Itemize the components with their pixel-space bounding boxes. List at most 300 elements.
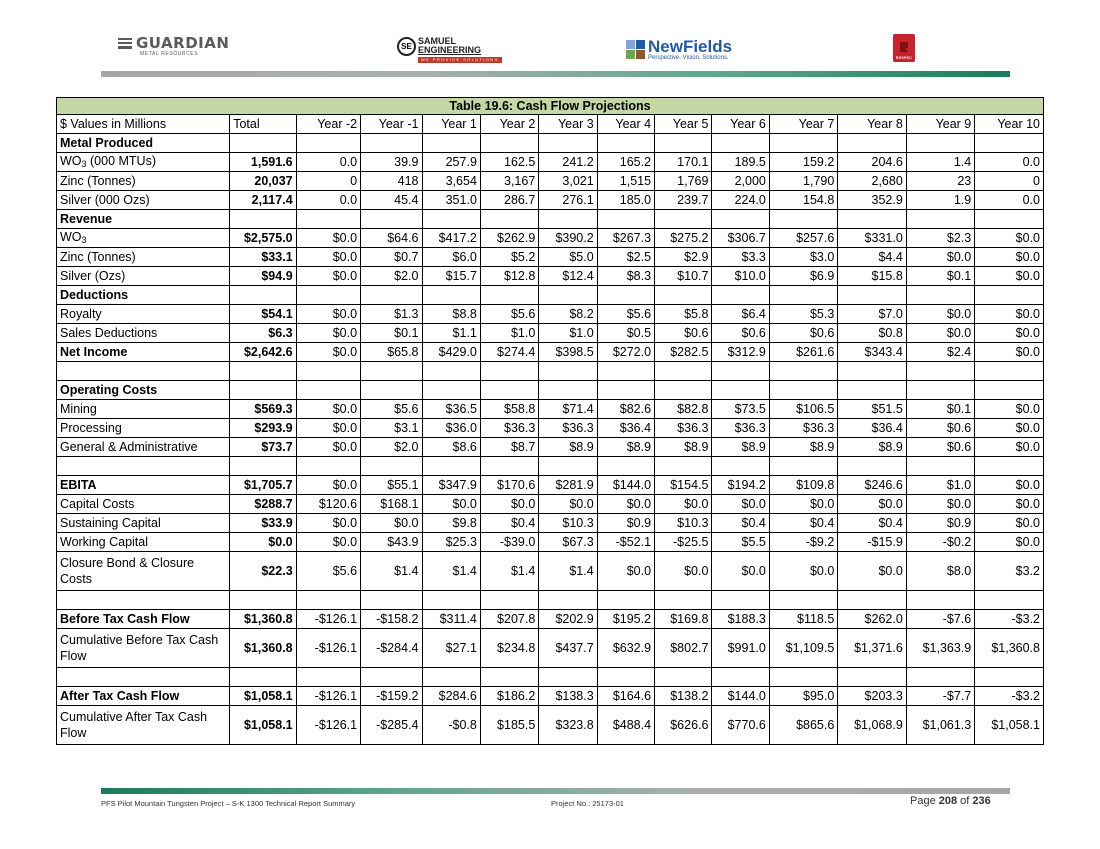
- blank-row: [57, 668, 1044, 687]
- row-label: Mining: [57, 400, 230, 419]
- value-cell: $0.0: [975, 305, 1044, 324]
- table-row: [57, 476, 1044, 495]
- value-cell: -$126.1: [296, 610, 360, 629]
- respec-name: RESPEC: [895, 56, 913, 60]
- footer-divider-bar: [101, 788, 1010, 794]
- value-cell: $2.0: [361, 267, 422, 286]
- value-cell: 224.0: [712, 191, 769, 210]
- empty-cell: [361, 362, 422, 381]
- value-cell: $0.0: [296, 248, 360, 267]
- row-label: Net Income: [57, 343, 230, 362]
- empty-cell: [838, 381, 906, 400]
- section-label: Operating Costs: [57, 381, 230, 400]
- value-cell: $429.0: [422, 343, 480, 362]
- value-cell: $43.9: [361, 533, 422, 552]
- empty-cell: [230, 286, 296, 305]
- row-label: [57, 153, 230, 172]
- value-cell: $257.6: [769, 229, 837, 248]
- value-cell: $5.2: [480, 248, 538, 267]
- empty-cell: [906, 591, 974, 610]
- empty-cell: [906, 381, 974, 400]
- row-label-suffix: (000 MTUs): [86, 153, 156, 168]
- empty-cell: [975, 210, 1044, 229]
- value-cell: $0.0: [296, 533, 360, 552]
- value-cell: $343.4: [838, 343, 906, 362]
- row-label: Zinc (Tonnes): [57, 248, 230, 267]
- value-cell: $65.8: [361, 343, 422, 362]
- value-cell: -$285.4: [361, 706, 422, 745]
- value-cell: -$126.1: [296, 629, 360, 668]
- value-cell: -$3.2: [975, 610, 1044, 629]
- value-cell: $0.1: [906, 267, 974, 286]
- value-cell: $8.9: [655, 438, 712, 457]
- value-cell: $95.0: [769, 687, 837, 706]
- empty-cell: [838, 286, 906, 305]
- table-row: [57, 610, 1044, 629]
- value-cell: 159.2: [769, 153, 837, 172]
- row-label-subscript: 3: [81, 158, 87, 169]
- value-cell: $6.9: [769, 267, 837, 286]
- value-cell: 39.9: [361, 153, 422, 172]
- value-cell: $0.0: [975, 495, 1044, 514]
- value-cell: 3,654: [422, 172, 480, 191]
- value-cell: $186.2: [480, 687, 538, 706]
- empty-cell: [769, 362, 837, 381]
- value-cell: $6.0: [422, 248, 480, 267]
- value-cell: $5.5: [712, 533, 769, 552]
- value-cell: $144.0: [712, 687, 769, 706]
- empty-cell: [975, 457, 1044, 476]
- section-row: [57, 210, 1044, 229]
- table-row: [57, 552, 1044, 591]
- value-cell: $188.3: [712, 610, 769, 629]
- empty-cell: [597, 457, 654, 476]
- value-cell: 162.5: [480, 153, 538, 172]
- row-label-text: WO: [60, 229, 82, 244]
- empty-cell: [296, 457, 360, 476]
- value-cell: $0.1: [361, 324, 422, 343]
- value-cell: $246.6: [838, 476, 906, 495]
- empty-cell: [539, 591, 597, 610]
- empty-cell: [906, 134, 974, 153]
- value-cell: $8.3: [597, 267, 654, 286]
- value-cell: $168.1: [361, 495, 422, 514]
- footer-page-number: [910, 795, 991, 807]
- guardian-name: GUARDIAN: [136, 34, 230, 52]
- value-cell: $36.0: [422, 419, 480, 438]
- value-cell: $0.0: [296, 400, 360, 419]
- cash-flow-table-wrapper: [56, 97, 1044, 745]
- value-cell: $1.1: [422, 324, 480, 343]
- value-cell: -$3.2: [975, 687, 1044, 706]
- empty-cell: [597, 591, 654, 610]
- value-cell: $2.9: [655, 248, 712, 267]
- empty-cell: [597, 668, 654, 687]
- value-cell: $170.6: [480, 476, 538, 495]
- empty-cell: [361, 457, 422, 476]
- value-cell: 241.2: [539, 153, 597, 172]
- total-cell: $1,360.8: [230, 610, 296, 629]
- empty-cell: [57, 591, 230, 610]
- newfields-squares-icon: [626, 40, 645, 59]
- value-cell: $311.4: [422, 610, 480, 629]
- empty-cell: [230, 210, 296, 229]
- empty-cell: [422, 591, 480, 610]
- value-cell: $10.3: [539, 514, 597, 533]
- value-cell: 352.9: [838, 191, 906, 210]
- value-cell: $1.0: [539, 324, 597, 343]
- value-cell: 1.4: [906, 153, 974, 172]
- empty-cell: [712, 210, 769, 229]
- empty-cell: [480, 134, 538, 153]
- empty-cell: [838, 668, 906, 687]
- value-cell: $991.0: [712, 629, 769, 668]
- value-cell: $5.6: [361, 400, 422, 419]
- empty-cell: [769, 286, 837, 305]
- empty-cell: [361, 591, 422, 610]
- value-cell: -$0.8: [422, 706, 480, 745]
- empty-cell: [712, 134, 769, 153]
- value-cell: $0.0: [296, 514, 360, 533]
- value-cell: $2.0: [361, 438, 422, 457]
- row-label: Silver (Ozs): [57, 267, 230, 286]
- value-cell: $109.8: [769, 476, 837, 495]
- table-row: [57, 305, 1044, 324]
- value-cell: $8.6: [422, 438, 480, 457]
- samuel-se-mark: SE: [397, 37, 416, 56]
- empty-cell: [975, 591, 1044, 610]
- value-cell: 0: [975, 172, 1044, 191]
- empty-cell: [480, 381, 538, 400]
- value-cell: $8.9: [838, 438, 906, 457]
- value-cell: $207.8: [480, 610, 538, 629]
- value-cell: $15.7: [422, 267, 480, 286]
- value-cell: $82.6: [597, 400, 654, 419]
- row-label: Cumulative Before Tax Cash Flow: [57, 629, 230, 668]
- value-cell: $0.8: [838, 324, 906, 343]
- value-cell: $0.0: [975, 533, 1044, 552]
- empty-cell: [712, 591, 769, 610]
- value-cell: $0.0: [296, 476, 360, 495]
- row-label: Capital Costs: [57, 495, 230, 514]
- total-cell: $2,575.0: [230, 229, 296, 248]
- value-cell: $0.0: [975, 438, 1044, 457]
- value-cell: 2,000: [712, 172, 769, 191]
- empty-cell: [906, 362, 974, 381]
- value-cell: 185.0: [597, 191, 654, 210]
- table-row: [57, 687, 1044, 706]
- value-cell: $194.2: [712, 476, 769, 495]
- value-cell: 0.0: [975, 153, 1044, 172]
- empty-cell: [769, 668, 837, 687]
- value-cell: $5.6: [480, 305, 538, 324]
- value-cell: $0.0: [597, 495, 654, 514]
- value-cell: $67.3: [539, 533, 597, 552]
- empty-cell: [480, 286, 538, 305]
- total-cell: $73.7: [230, 438, 296, 457]
- header-divider-bar: [101, 71, 1010, 77]
- value-cell: $2.3: [906, 229, 974, 248]
- row-label: General & Administrative: [57, 438, 230, 457]
- value-cell: $5.6: [296, 552, 360, 591]
- row-label: EBITA: [57, 476, 230, 495]
- value-cell: $282.5: [655, 343, 712, 362]
- samuel-name-line2: ENGINEERING: [418, 45, 482, 55]
- empty-cell: [230, 362, 296, 381]
- table-row: [57, 400, 1044, 419]
- value-cell: -$126.1: [296, 687, 360, 706]
- empty-cell: [361, 134, 422, 153]
- empty-cell: [296, 210, 360, 229]
- empty-cell: [906, 668, 974, 687]
- empty-cell: [57, 668, 230, 687]
- table-title-row: [57, 98, 1044, 115]
- total-cell: $569.3: [230, 400, 296, 419]
- value-cell: $8.9: [539, 438, 597, 457]
- row-label: After Tax Cash Flow: [57, 687, 230, 706]
- value-cell: $0.4: [480, 514, 538, 533]
- table-row: [57, 267, 1044, 286]
- value-cell: -$7.6: [906, 610, 974, 629]
- value-cell: $2.4: [906, 343, 974, 362]
- value-cell: 3,167: [480, 172, 538, 191]
- row-label: [57, 229, 230, 248]
- value-cell: $185.5: [480, 706, 538, 745]
- blank-row: [57, 457, 1044, 476]
- table-row: [57, 229, 1044, 248]
- value-cell: $0.0: [655, 495, 712, 514]
- value-cell: $0.6: [655, 324, 712, 343]
- value-cell: $12.8: [480, 267, 538, 286]
- value-cell: $0.9: [906, 514, 974, 533]
- value-cell: $106.5: [769, 400, 837, 419]
- value-cell: $10.0: [712, 267, 769, 286]
- value-cell: $8.7: [480, 438, 538, 457]
- empty-cell: [769, 210, 837, 229]
- value-cell: $7.0: [838, 305, 906, 324]
- value-cell: 3,021: [539, 172, 597, 191]
- value-cell: $36.3: [769, 419, 837, 438]
- value-cell: $10.3: [655, 514, 712, 533]
- guardian-logo: [118, 36, 229, 57]
- total-cell: $33.9: [230, 514, 296, 533]
- value-cell: $195.2: [597, 610, 654, 629]
- value-cell: $1,360.8: [975, 629, 1044, 668]
- total-cell: $6.3: [230, 324, 296, 343]
- table-row: [57, 419, 1044, 438]
- value-cell: $27.1: [422, 629, 480, 668]
- total-cell: $1,705.7: [230, 476, 296, 495]
- value-cell: $417.2: [422, 229, 480, 248]
- value-cell: $36.3: [539, 419, 597, 438]
- page-prefix: Page: [910, 795, 939, 807]
- column-header: Year 2: [480, 115, 538, 134]
- value-cell: $0.0: [480, 495, 538, 514]
- value-cell: $0.4: [838, 514, 906, 533]
- value-cell: $0.0: [296, 343, 360, 362]
- row-label: Before Tax Cash Flow: [57, 610, 230, 629]
- value-cell: 2,680: [838, 172, 906, 191]
- value-cell: $1.0: [906, 476, 974, 495]
- total-cell: 2,117.4: [230, 191, 296, 210]
- table-row: [57, 324, 1044, 343]
- value-cell: 1,515: [597, 172, 654, 191]
- value-cell: $3.3: [712, 248, 769, 267]
- value-cell: $390.2: [539, 229, 597, 248]
- column-header: Total: [230, 115, 296, 134]
- value-cell: 1,790: [769, 172, 837, 191]
- value-cell: $323.8: [539, 706, 597, 745]
- value-cell: $1.4: [539, 552, 597, 591]
- value-cell: $73.5: [712, 400, 769, 419]
- value-cell: $0.0: [422, 495, 480, 514]
- cash-flow-table: [56, 97, 1044, 745]
- section-row: [57, 381, 1044, 400]
- empty-cell: [422, 210, 480, 229]
- value-cell: $0.0: [975, 400, 1044, 419]
- empty-cell: [769, 457, 837, 476]
- section-row: [57, 134, 1044, 153]
- value-cell: $36.3: [712, 419, 769, 438]
- value-cell: $262.0: [838, 610, 906, 629]
- value-cell: $36.4: [597, 419, 654, 438]
- row-label: Sales Deductions: [57, 324, 230, 343]
- samuel-engineering-logo: [397, 37, 502, 63]
- value-cell: $169.8: [655, 610, 712, 629]
- value-cell: $138.2: [655, 687, 712, 706]
- value-cell: $0.0: [838, 495, 906, 514]
- empty-cell: [57, 362, 230, 381]
- table-row: [57, 629, 1044, 668]
- value-cell: $0.6: [769, 324, 837, 343]
- table-row: [57, 172, 1044, 191]
- column-header: Year -2: [296, 115, 360, 134]
- value-cell: 0.0: [296, 153, 360, 172]
- empty-cell: [539, 210, 597, 229]
- value-cell: 23: [906, 172, 974, 191]
- value-cell: $0.6: [712, 324, 769, 343]
- value-cell: $0.0: [769, 495, 837, 514]
- empty-cell: [712, 362, 769, 381]
- value-cell: $274.4: [480, 343, 538, 362]
- value-cell: $275.2: [655, 229, 712, 248]
- value-cell: $632.9: [597, 629, 654, 668]
- value-cell: $0.0: [975, 248, 1044, 267]
- table-header-row: [57, 115, 1044, 134]
- value-cell: $8.2: [539, 305, 597, 324]
- value-cell: $437.7: [539, 629, 597, 668]
- newfields-tagline: Perspective. Vision. Solutions.: [648, 55, 729, 61]
- value-cell: $0.6: [906, 419, 974, 438]
- empty-cell: [539, 286, 597, 305]
- value-cell: $120.6: [296, 495, 360, 514]
- table-row: [57, 153, 1044, 172]
- value-cell: $0.0: [539, 495, 597, 514]
- value-cell: $5.8: [655, 305, 712, 324]
- column-header: Year -1: [361, 115, 422, 134]
- empty-cell: [655, 668, 712, 687]
- blank-row: [57, 362, 1044, 381]
- total-cell: $22.3: [230, 552, 296, 591]
- row-label-subscript: 3: [81, 234, 87, 245]
- value-cell: -$284.4: [361, 629, 422, 668]
- value-cell: $0.4: [712, 514, 769, 533]
- section-label: Revenue: [57, 210, 230, 229]
- value-cell: $58.8: [480, 400, 538, 419]
- empty-cell: [655, 134, 712, 153]
- empty-cell: [539, 362, 597, 381]
- value-cell: $0.0: [838, 552, 906, 591]
- empty-cell: [655, 381, 712, 400]
- value-cell: $6.4: [712, 305, 769, 324]
- value-cell: $0.7: [361, 248, 422, 267]
- empty-cell: [597, 286, 654, 305]
- total-cell: $1,058.1: [230, 706, 296, 745]
- value-cell: $0.0: [655, 552, 712, 591]
- blank-row: [57, 591, 1044, 610]
- value-cell: $626.6: [655, 706, 712, 745]
- empty-cell: [230, 591, 296, 610]
- value-cell: $71.4: [539, 400, 597, 419]
- value-cell: $15.8: [838, 267, 906, 286]
- value-cell: $25.3: [422, 533, 480, 552]
- value-cell: $138.3: [539, 687, 597, 706]
- value-cell: $331.0: [838, 229, 906, 248]
- table-row: [57, 514, 1044, 533]
- empty-cell: [57, 457, 230, 476]
- row-label: Working Capital: [57, 533, 230, 552]
- value-cell: $0.0: [975, 343, 1044, 362]
- value-cell: $261.6: [769, 343, 837, 362]
- page-header: [0, 0, 1100, 80]
- value-cell: $1,363.9: [906, 629, 974, 668]
- value-cell: $51.5: [838, 400, 906, 419]
- section-row: [57, 286, 1044, 305]
- value-cell: $347.9: [422, 476, 480, 495]
- empty-cell: [480, 668, 538, 687]
- value-cell: $0.0: [597, 552, 654, 591]
- value-cell: $281.9: [539, 476, 597, 495]
- value-cell: $1,068.9: [838, 706, 906, 745]
- empty-cell: [296, 591, 360, 610]
- guardian-subtitle: METAL RESOURCES: [140, 51, 199, 57]
- value-cell: -$39.0: [480, 533, 538, 552]
- value-cell: -$9.2: [769, 533, 837, 552]
- value-cell: $0.0: [712, 495, 769, 514]
- value-cell: $234.8: [480, 629, 538, 668]
- value-cell: $8.8: [422, 305, 480, 324]
- value-cell: $1,371.6: [838, 629, 906, 668]
- value-cell: 45.4: [361, 191, 422, 210]
- empty-cell: [597, 362, 654, 381]
- total-cell: $0.0: [230, 533, 296, 552]
- page-total: 236: [972, 795, 991, 807]
- empty-cell: [655, 286, 712, 305]
- value-cell: $0.0: [906, 248, 974, 267]
- value-cell: $306.7: [712, 229, 769, 248]
- empty-cell: [838, 362, 906, 381]
- empty-cell: [480, 362, 538, 381]
- value-cell: $0.0: [906, 305, 974, 324]
- value-cell: $0.0: [906, 495, 974, 514]
- total-cell: $293.9: [230, 419, 296, 438]
- value-cell: 165.2: [597, 153, 654, 172]
- value-cell: $267.3: [597, 229, 654, 248]
- page-of: of: [957, 795, 973, 807]
- value-cell: -$15.9: [838, 533, 906, 552]
- value-cell: $1.4: [480, 552, 538, 591]
- value-cell: $0.0: [296, 267, 360, 286]
